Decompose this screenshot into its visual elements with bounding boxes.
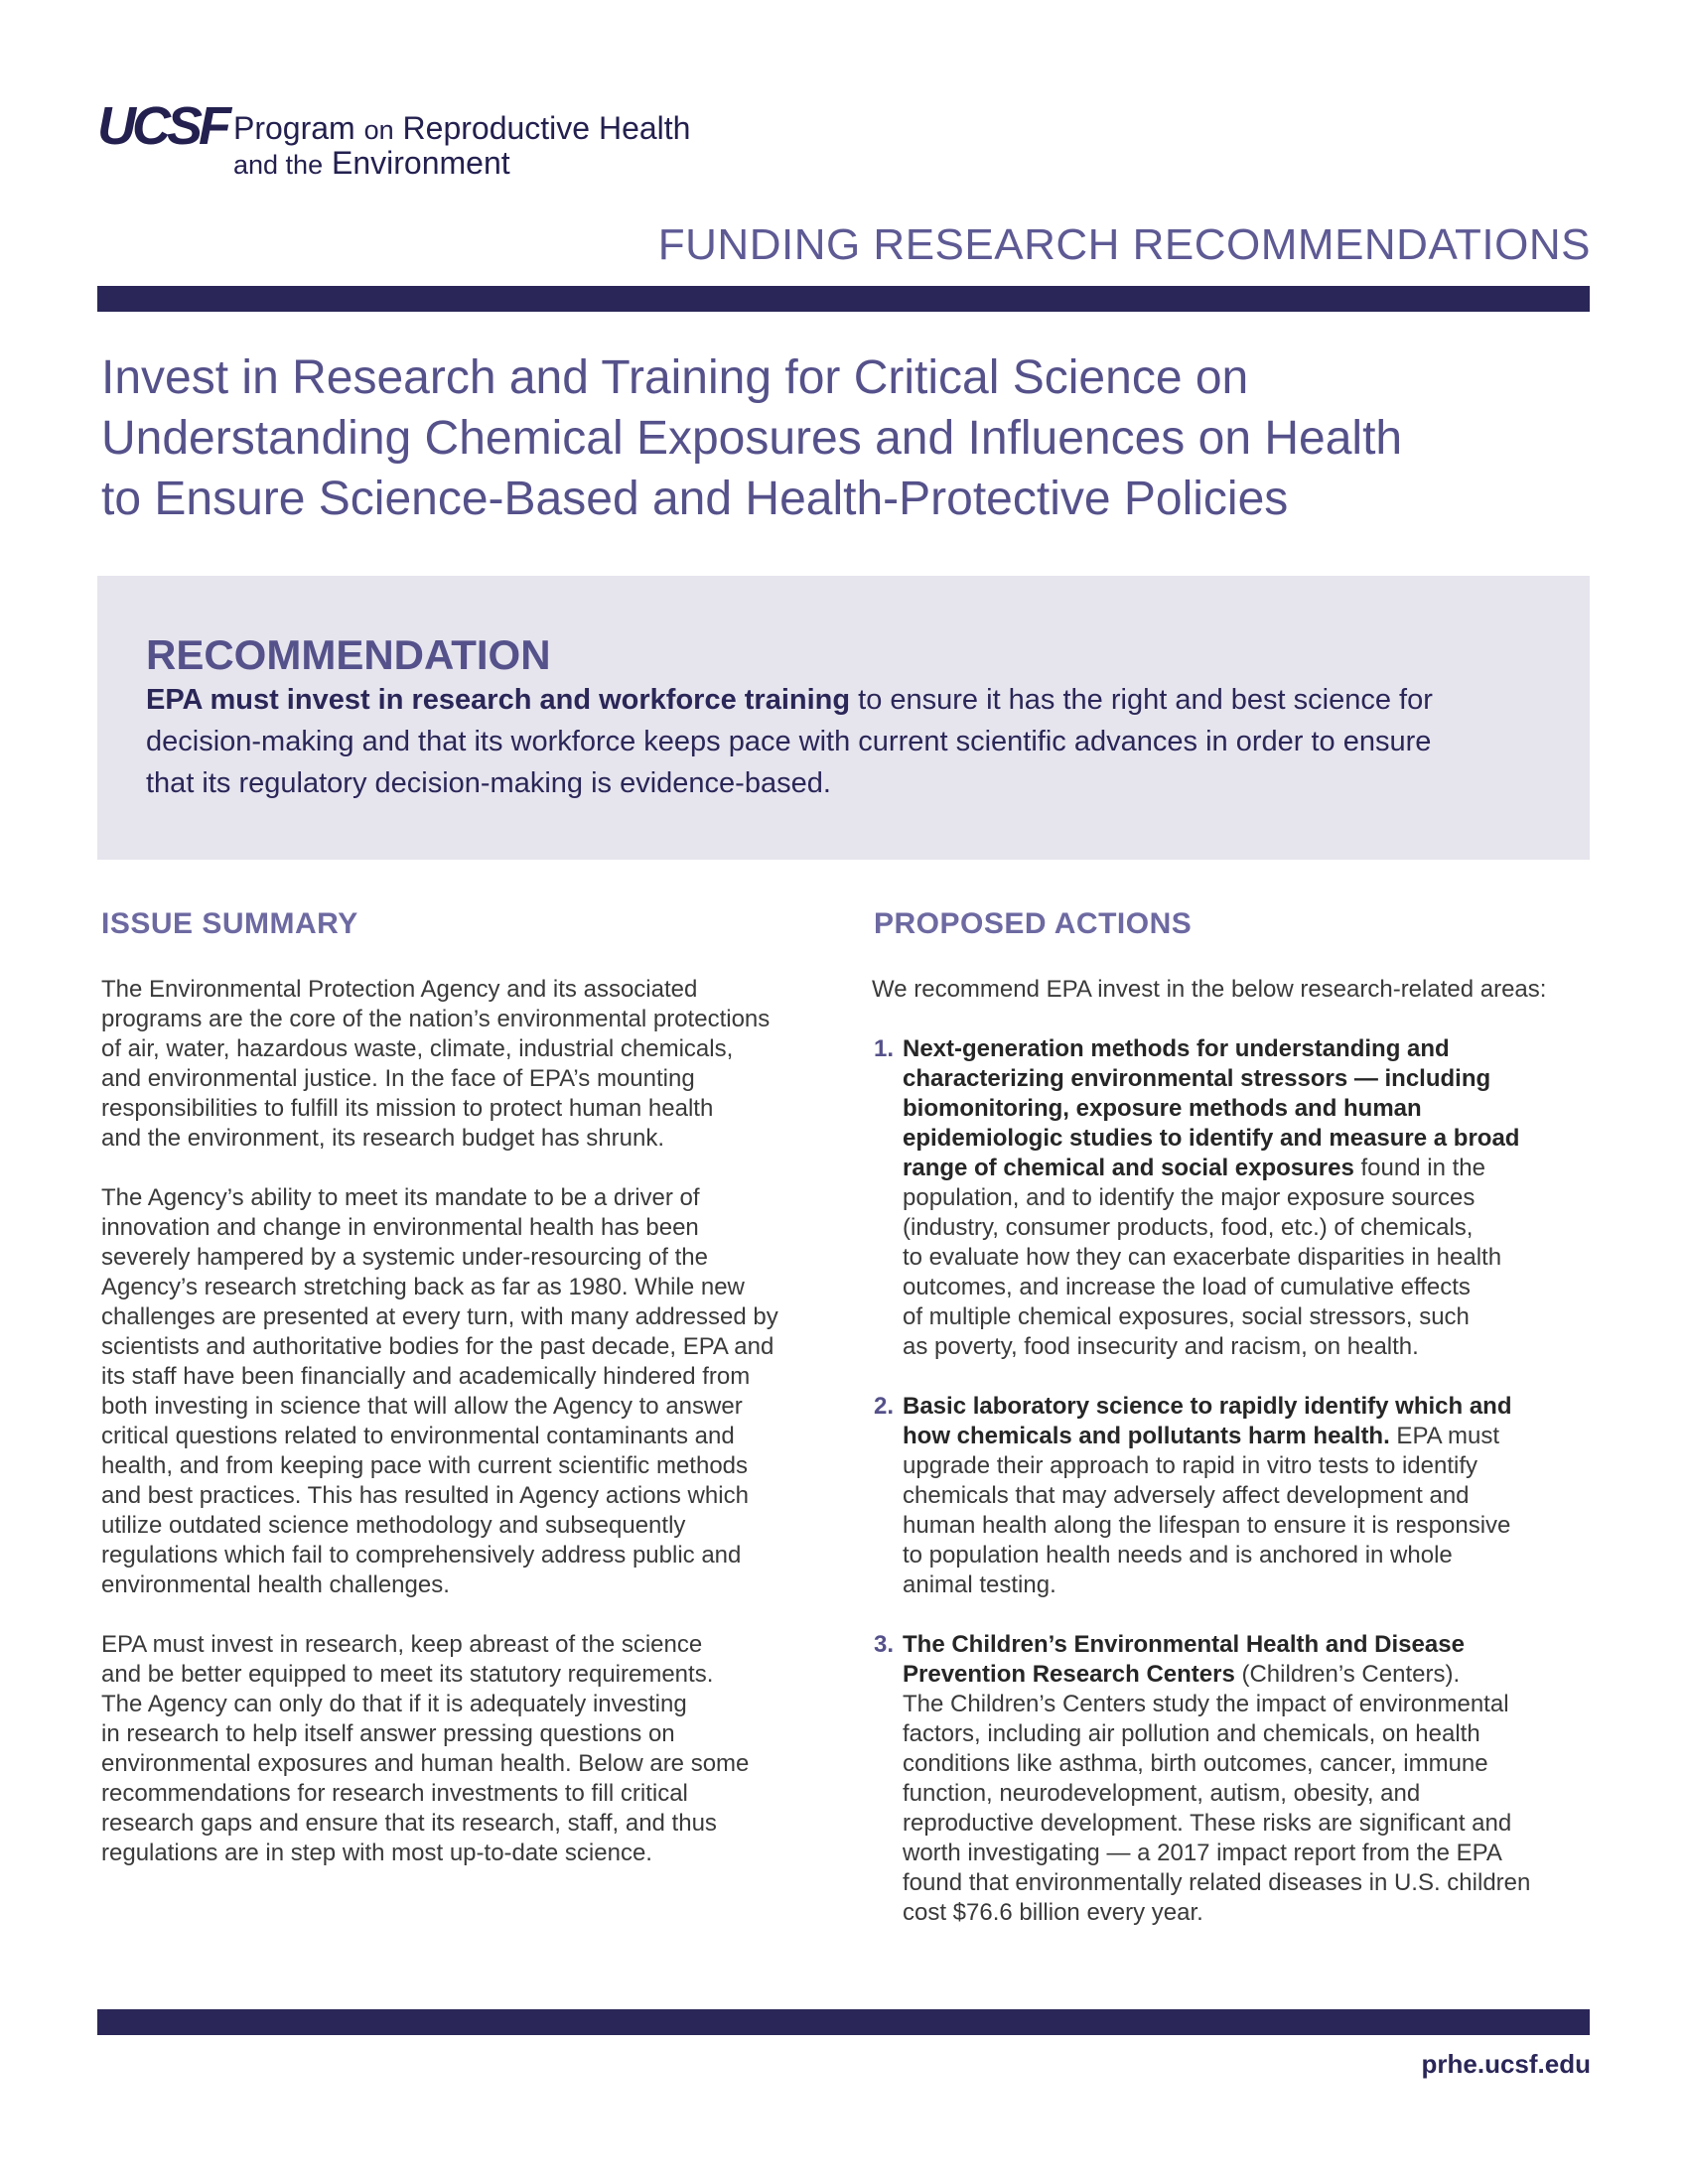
issue-summary-heading: ISSUE SUMMARY [101,907,358,940]
title-line: to Ensure Science-Based and Health-Protective Policies [101,473,1289,525]
proposed-actions-body [872,975,1597,1958]
page-title [101,347,1511,529]
action-item-3: 3. The Children’s Environmental Health and Disease Prevention Research Centers (Children’s Centers). The Children’s Centers study the impact of environmental factors, including air pollution and chemicals, on health conditions like asthma, birth outcomes, cancer, immune function, neurodevelopment, autism, obesity, and reproductive development. These risks are significant and worth investigating — a 2017 impact report from the EPA found that environmentally related diseases in U.S. children cost $76.6 billion every year. [874,1631,1531,1926]
issue-paragraph-1: The Environmental Protection Agency and its associated programs are the core of the nation’s environmental protections of air, water, hazardous waste, climate, industrial chemicals, and environmental justice. In the face of EPA’s mounting responsibilities to fulfill its mission to protect human health and the environment, its research budget has shrunk. [101,976,771,1152]
recommendation-heading: RECOMMENDATION [146,631,551,678]
recommendation-text [146,679,1556,804]
recommendation-line: that its regulatory decision-making is evidence-based. [146,767,831,799]
header-divider [97,286,1590,312]
program-name-line2: and the Environment [233,145,510,182]
actions-intro: We recommend EPA invest in the below research-related areas: [872,976,1547,1003]
recommendation-line: EPA must invest in research and workforce training to ensure it has the right and best science for [146,684,1433,716]
ucsf-logo-mark: UCSF [97,96,227,156]
action-number: 3. [874,1631,895,1658]
recommendation-bold-lead: EPA must invest in research and workforce training [146,684,851,716]
action-item-2: 2. Basic laboratory science to rapidly identify which and how chemicals and pollutants harm health. EPA must upgrade their approach to rapid in vitro tests to identify chemicals that may adversely affect development and human health along the lifespan to ensure it is responsive to population health needs and is anchored in whole animal testing. [874,1393,1512,1598]
action-item-1: 1. Next-generation methods for understanding and characterizing environmental stressors — including biomonitoring, exposure methods and human epidemiologic studies to identify and measure a broad range of chemical and social exposures found in the population, and to identify the major exposure sources (industry, consumer products, food, etc.) of chemicals, to evaluate how they can exacerbate disparities in health outcomes, and increase the load of cumulative effects of multiple chemical exposures, social stressors, such as poverty, food insecurity and racism, on health. [874,1035,1520,1360]
title-line: Understanding Chemical Exposures and Influences on Health [101,412,1403,465]
proposed-actions-heading: PROPOSED ACTIONS [874,907,1193,940]
website-link[interactable]: prhe.ucsf.edu [1421,2049,1591,2079]
document-type-label: FUNDING RESEARCH RECOMMENDATIONS [657,220,1591,269]
issue-summary-body [101,975,836,1868]
issue-paragraph-2: The Agency’s ability to meet its mandate to be a driver of innovation and change in environmental health has been severely hampered by a systemic under-resourcing of the Agency’s research stretching back as far as 1980. While new challenges are presented at every turn, with many addressed by scientists and authoritative bodies for the past decade, EPA and its staff have been financially and academically hindered from both investing in science that will allow the Agency to answer critical questions related to environmental contaminants and health, and from keeping pace with current scientific methods and best practices. This has resulted in Agency actions which utilize outdated science methodology and subsequently regulations which fail to comprehensively address public and environmental health challenges. [101,1184,778,1598]
program-name [233,111,690,181]
action-number: 2. [874,1393,895,1420]
footer-divider [97,2009,1590,2035]
recommendation-line: decision-making and that its workforce keeps pace with current scientific advances in order to ensure [146,726,1432,757]
title-line: Invest in Research and Training for Critical Science on [101,351,1249,404]
program-name-line1: Program on Reproductive Health [233,110,691,146]
issue-paragraph-3: EPA must invest in research, keep abreast of the science and be better equipped to meet its statutory requirements. The Agency can only do that if it is adequately investing in research to help itself answer pressing questions on environmental exposures and human health. Below are some recommendations for research investments to fill critical research gaps and ensure that its research, staff, and thus regulations are in step with most up-to-date science. [101,1631,750,1866]
ucsf-logo [97,96,753,189]
recommendation-box [97,576,1590,860]
action-number: 1. [874,1035,895,1062]
